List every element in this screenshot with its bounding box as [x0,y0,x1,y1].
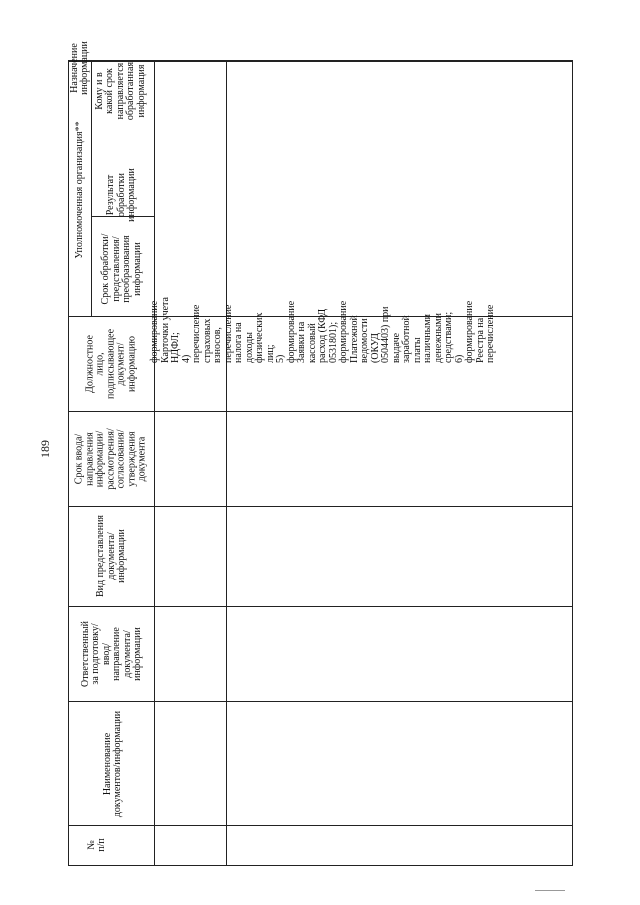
footer-rule [535,890,565,891]
header-purpose-recipient: Кому и в какой срок направляется обработанная информация [93,61,147,121]
header-authorized-org: Уполномоченная организация** [73,121,85,259]
page-number: 189 [38,440,52,458]
document-table [68,41,573,866]
header-org-term: Срок обработки/ представления/ преобразования информации [100,233,143,305]
header-number: № п/п [85,838,107,852]
header-official: Должностное лицо, подписывающее документ/ информацию [84,328,138,400]
header-document-name: Наименование документов/информации [101,710,123,818]
header-purpose: Назначение информации [68,41,90,95]
header-responsible: Ответственный за подготовку/ ввод/ направление документа/ информации [79,621,143,687]
header-org-result: Результат обработки информации [105,168,138,222]
cell-org-result-text: формирование Карточки учета НДФЛ; 4) перечисление страховых взносов, перечисление налога на доходы физических лиц; 5) формирование Заявки на кассовый расход (КФД 0531801); формирование Платежной ведомости (ОКУД 0504403) при выдаче заработной платы наличными денежными средствами; 6) формирование Реестра на перечисление [149,297,496,363]
header-deadline: Срок ввода/ направления информации/ рассмотрения/ согласования/ утверждения документа [73,428,148,490]
header-kind: Вид представления документа/ информации [95,514,128,598]
